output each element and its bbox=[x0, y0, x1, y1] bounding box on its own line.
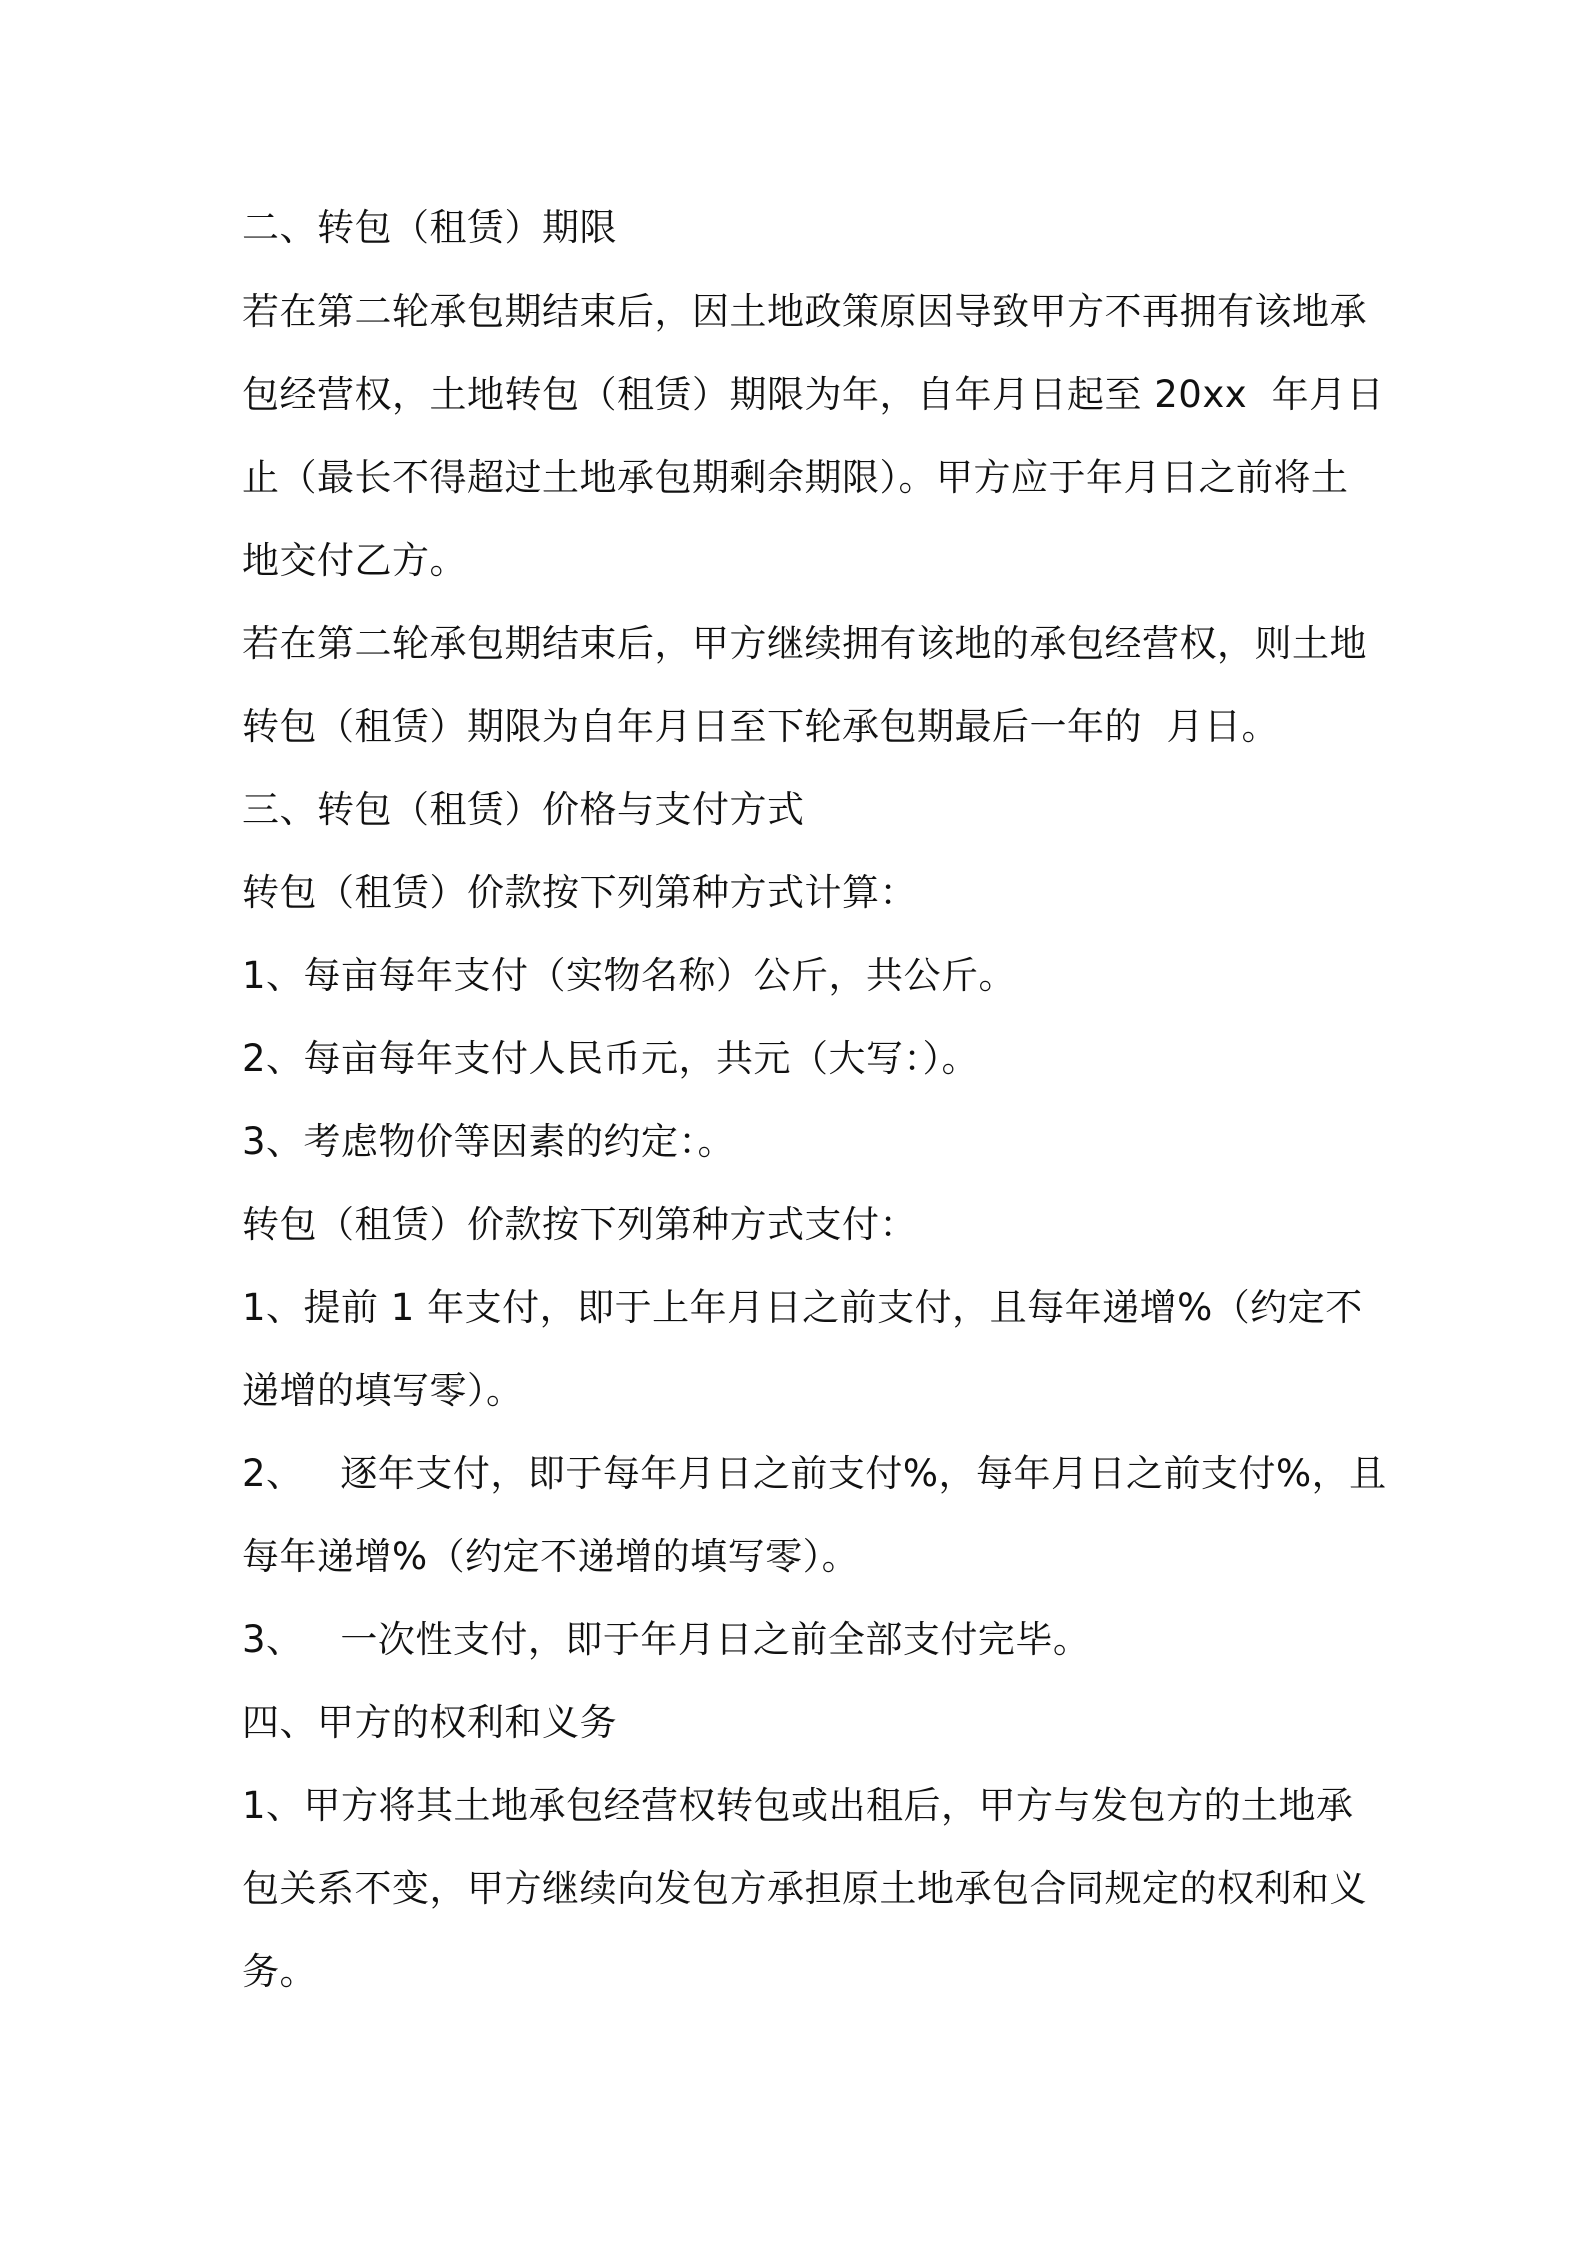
section-heading-price: 三、转包（租赁）价格与支付方式 bbox=[242, 788, 805, 831]
paragraph-line: 转包（租赁）价款按下列第种方式支付： bbox=[242, 1203, 917, 1246]
section-heading-term: 二、转包（租赁）期限 bbox=[242, 206, 617, 249]
paragraph-line: 转包（租赁）期限为自年月日至下轮承包期最后一年的 月日。 bbox=[242, 705, 1280, 748]
list-item-continued: 务。 bbox=[242, 1950, 317, 1993]
paragraph-line: 地交付乙方。 bbox=[242, 539, 467, 582]
section-heading-party-a: 四、甲方的权利和义务 bbox=[242, 1701, 617, 1744]
paragraph-line: 若在第二轮承包期结束后，甲方继续拥有该地的承包经营权，则土地 bbox=[242, 622, 1367, 665]
list-item: 3、 一次性支付，即于年月日之前全部支付完毕。 bbox=[242, 1618, 1091, 1661]
list-item: 1、提前 1 年支付，即于上年月日之前支付，且每年递增%（约定不 bbox=[242, 1286, 1363, 1329]
list-item: 2、 逐年支付，即于每年月日之前支付%，每年月日之前支付%，且 bbox=[242, 1452, 1387, 1495]
list-item-continued: 递增的填写零）。 bbox=[242, 1369, 524, 1412]
paragraph-line: 若在第二轮承包期结束后，因土地政策原因导致甲方不再拥有该地承 bbox=[242, 290, 1367, 333]
paragraph-line: 止（最长不得超过土地承包期剩余期限）。甲方应于年月日之前将土 bbox=[242, 456, 1349, 499]
list-item-continued: 每年递增%（约定不递增的填写零）。 bbox=[242, 1535, 860, 1578]
list-item-continued: 包关系不变，甲方继续向发包方承担原土地承包合同规定的权利和义 bbox=[242, 1867, 1367, 1910]
paragraph-line: 包经营权，土地转包（租赁）期限为年，自年月日起至 20xx 年月日 bbox=[242, 373, 1385, 416]
list-item: 3、考虑物价等因素的约定：。 bbox=[242, 1120, 736, 1163]
list-item: 1、每亩每年支付（实物名称）公斤，共公斤。 bbox=[242, 954, 1017, 997]
paragraph-line: 转包（租赁）价款按下列第种方式计算： bbox=[242, 871, 917, 914]
list-item: 2、每亩每年支付人民币元，共元（大写：）。 bbox=[242, 1037, 980, 1080]
list-item: 1、甲方将其土地承包经营权转包或出租后，甲方与发包方的土地承 bbox=[242, 1784, 1354, 1827]
